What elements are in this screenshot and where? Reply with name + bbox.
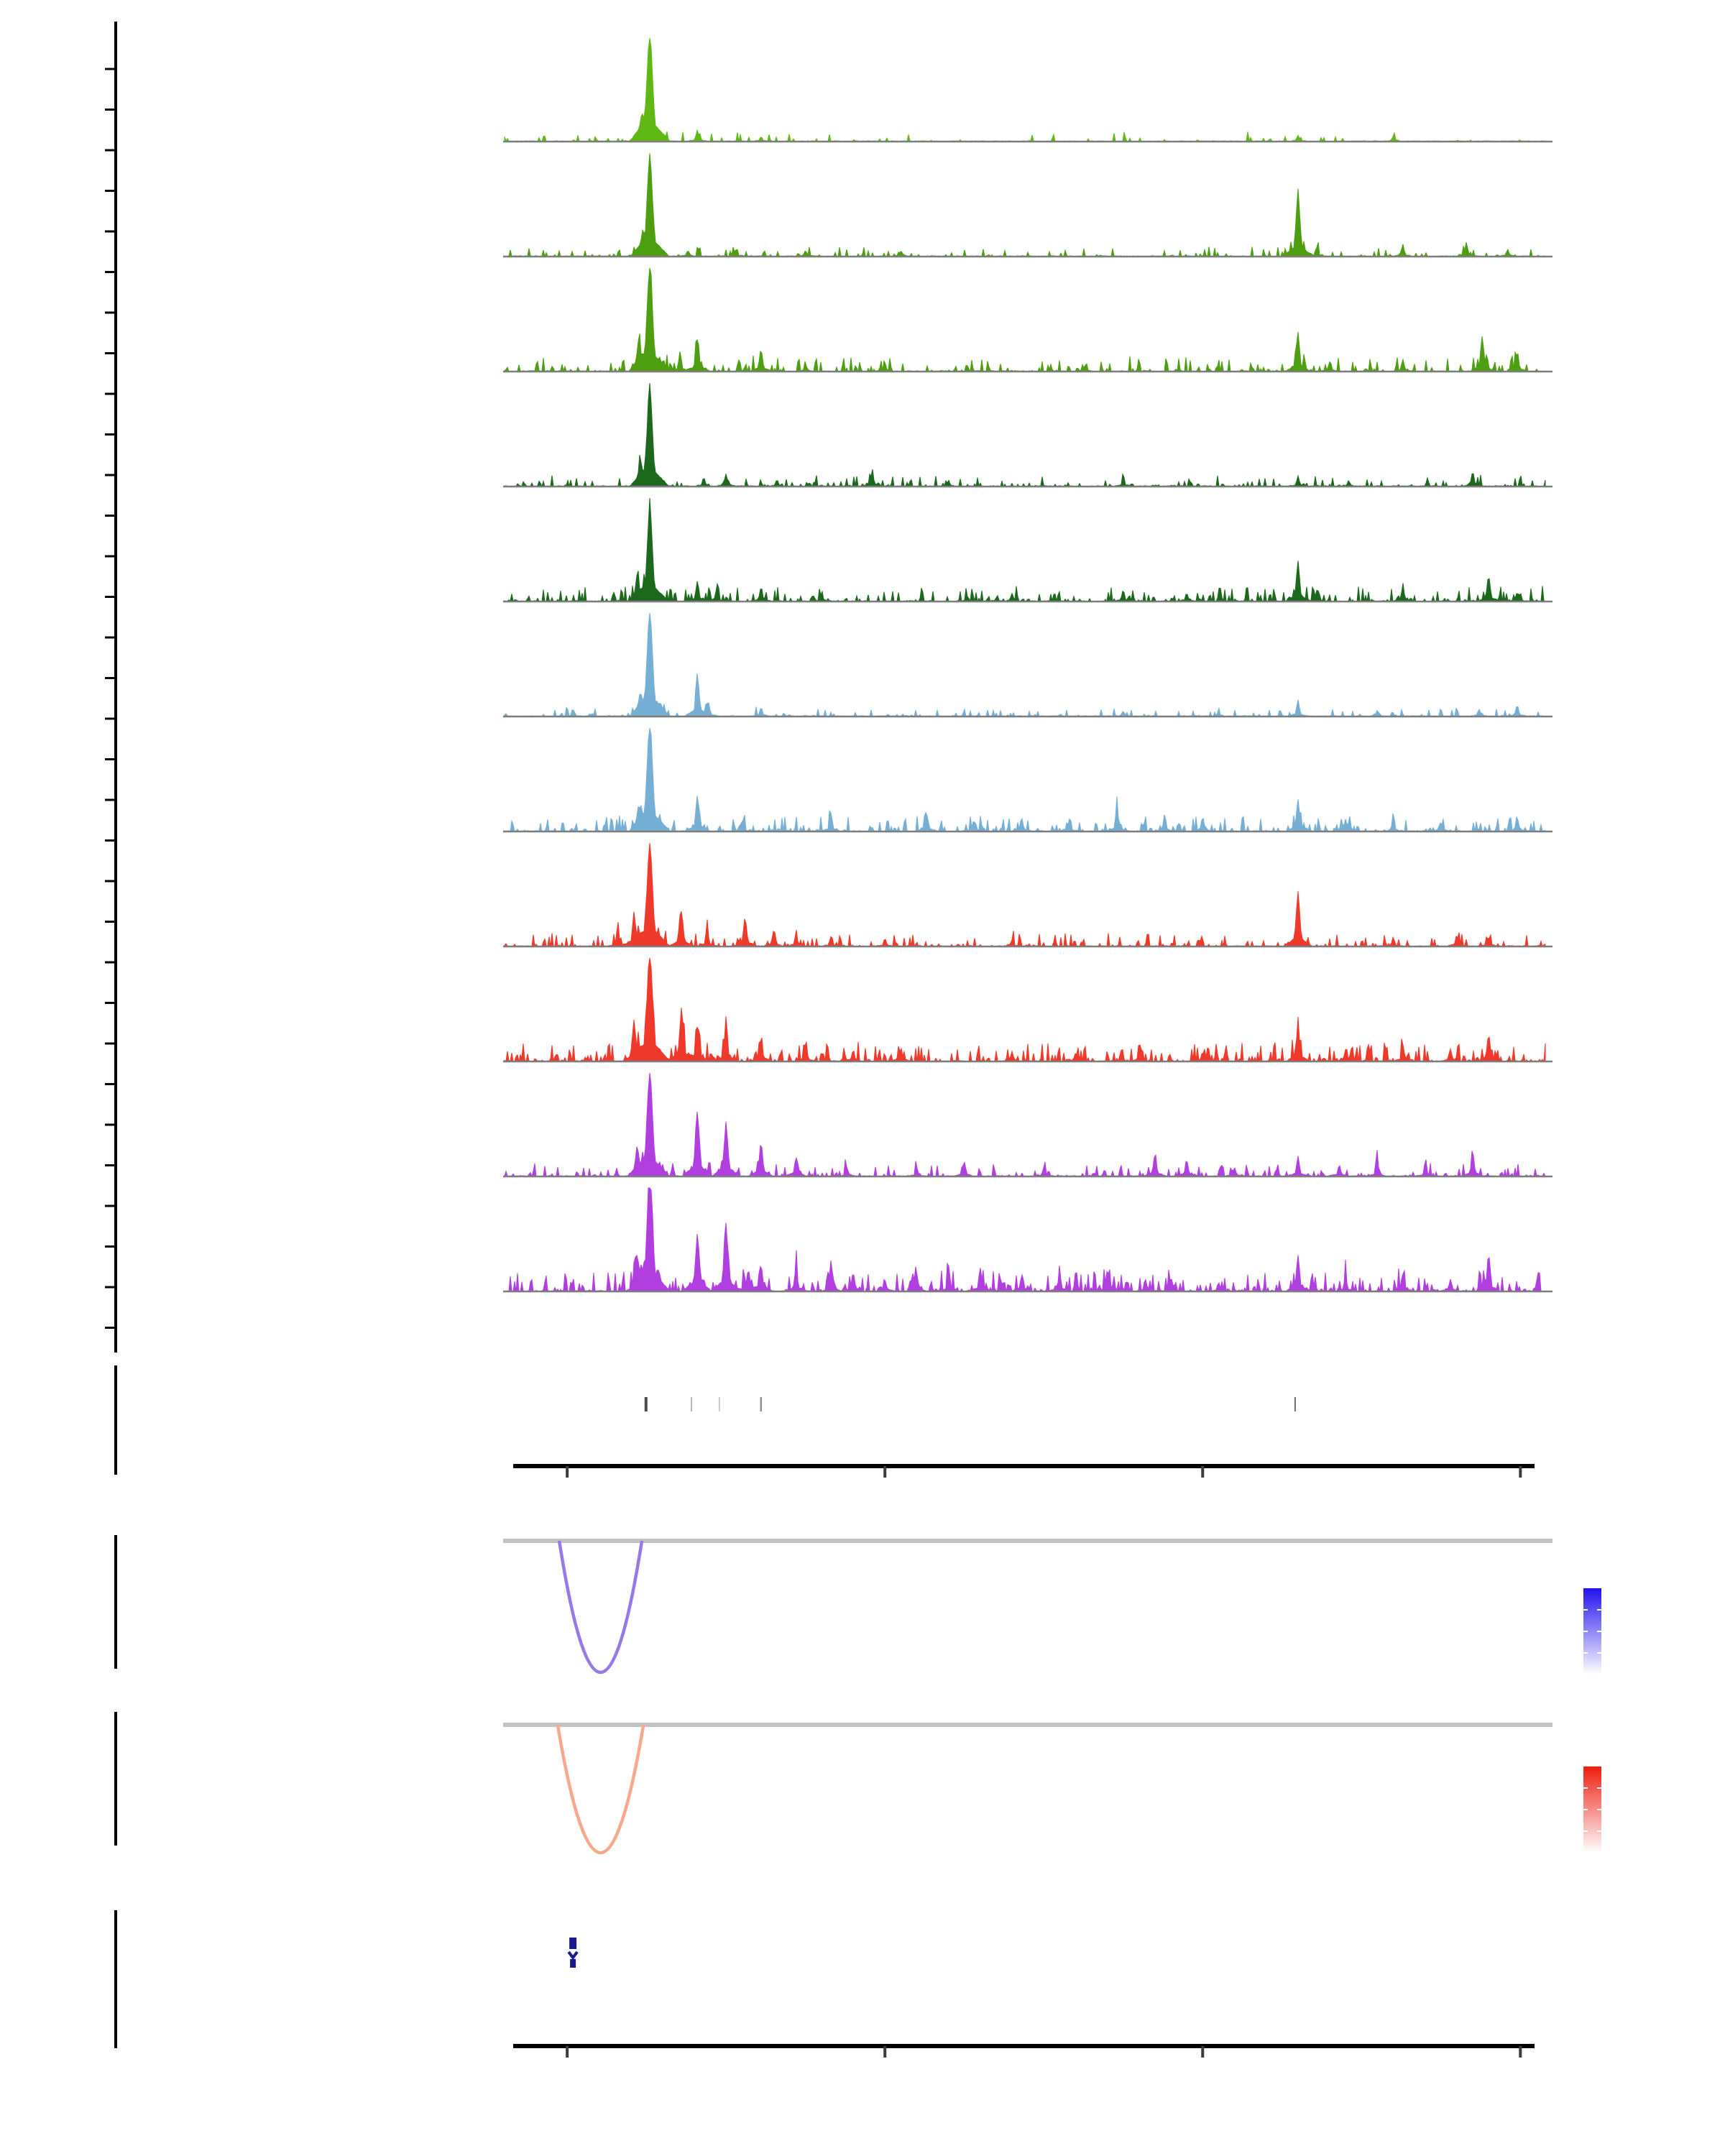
signal-track [503,1188,1552,1291]
signal-path [503,1188,1552,1291]
signal-path [503,498,1552,602]
signal-path [503,613,1552,717]
signal-path [503,38,1552,142]
genes-layer [569,1938,577,1968]
signal-path [503,383,1552,487]
peak-interval [719,1397,720,1411]
signal-track [503,1073,1552,1176]
peak-interval [645,1397,648,1411]
signal-path [503,958,1552,1061]
signal-track [503,268,1552,372]
axes-layer [513,1466,1535,2058]
signal-path [503,153,1552,257]
signal-track [503,38,1552,142]
link-arc [559,1541,642,1672]
score-legends-layer [1583,1588,1601,1853]
signal-path [503,1073,1552,1176]
signal-path [503,843,1552,946]
signal-track [503,153,1552,257]
signal-track [503,383,1552,487]
signal-track [503,843,1552,946]
signal-track [503,498,1552,602]
section-brackets [105,22,116,2048]
signal-track [503,728,1552,831]
signal-track [503,958,1552,1061]
gene-gm28322 [569,1938,577,1968]
link-arc [558,1725,643,1853]
signal-path [503,268,1552,372]
peak-interval [691,1397,692,1411]
links-layer [503,1541,1552,1853]
peak-interval [1294,1397,1296,1411]
peaks-layer [645,1397,1296,1411]
signal-track [503,613,1552,717]
signal-path [503,728,1552,831]
peak-interval [760,1397,763,1411]
signal-tracks-layer [503,38,1552,1291]
